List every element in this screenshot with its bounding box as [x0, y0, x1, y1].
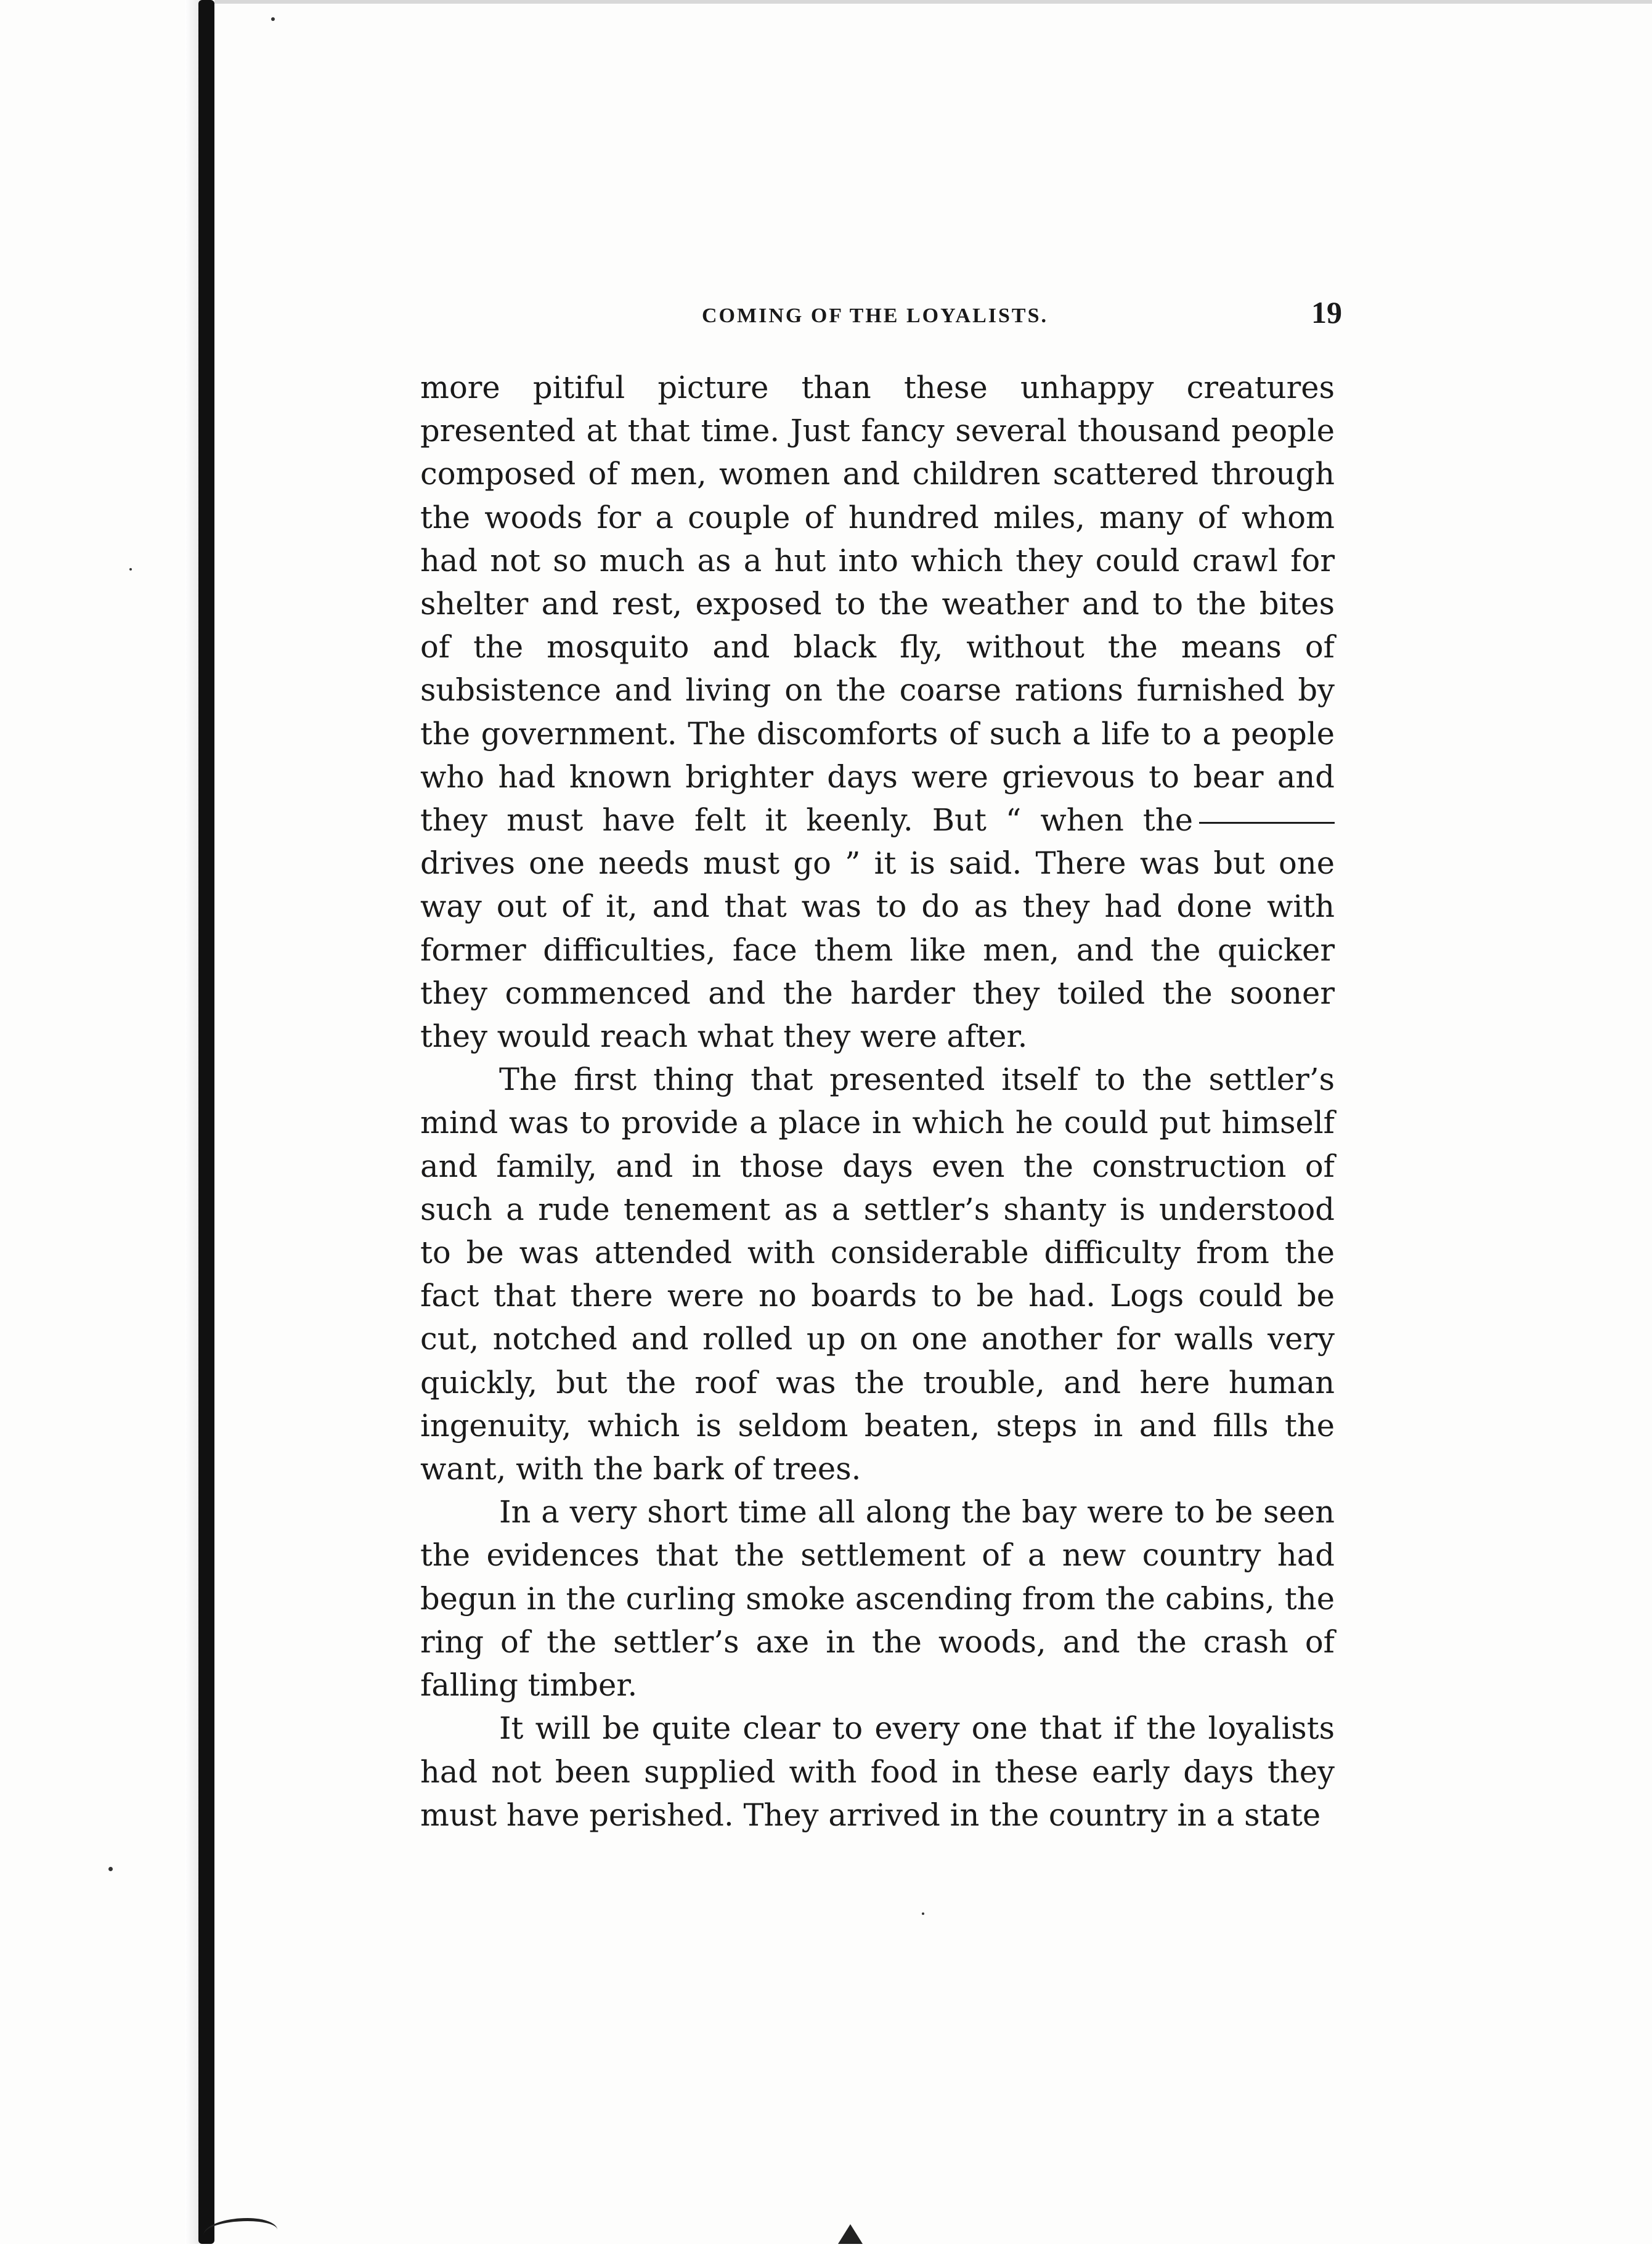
binding-shadow: [185, 0, 200, 2244]
paragraph-food: [420, 1707, 1335, 1837]
paragraph-text: In a very short time all along the bay were to be seen the evidences that the settlement of a new country had begun in the curling smoke ascending from the cabins, the ring of the settler’s axe in the woods, and the crash of falling timber.: [420, 1494, 1335, 1704]
scan-artifact-mark: [838, 2224, 863, 2244]
body-text: [420, 366, 1335, 1837]
binding-edge: [198, 0, 214, 2244]
running-head: COMING OF THE LOYALISTS.: [702, 304, 1048, 327]
paper-speck: [129, 568, 132, 571]
paragraph-continued: [420, 366, 1335, 1058]
page-number: 19: [1311, 295, 1342, 330]
paper-speck: [108, 1867, 113, 1871]
paragraph-shanty: [420, 1058, 1335, 1490]
paper-speck: [922, 1912, 924, 1915]
paragraph-text: The first thing that presented itself to the settler’s mind was to provide a place in which he could put himself and family, and in those days even the construction of such a rude tenement as a settler’s shanty is understood to be was attended with considerable difficulty from the fact that there were no boards to be had. Logs could be cut, notched and rolled up on one another for walls very quickly, but the roof was the trouble, and here human ingenuity, which is seldom beaten, steps in and fills the want, with the bark of trees.: [420, 1062, 1335, 1487]
paragraph-text-continued: drives one needs must go ” it is said. There was but one way out of it, and that was to do as they had done with former difficulties, face them like men, and the quicker they commenced and the harder they toiled the sooner they would reach what they were after.: [420, 845, 1335, 1055]
top-edge-shadow: [214, 0, 1652, 4]
paragraph-settlement: [420, 1490, 1335, 1707]
paragraph-text: more pitiful picture than these unhappy creatures presented at that time. Just fancy several thousand people composed of men, women and children scattered through the woods for a couple of hundred miles, many of whom had not so much as a hut into which they could crawl for shelter and rest, exposed to the weather and to the bites of the mosquito and black fly, without the means of subsistence and living on the coarse rations furnished by the government. The discomforts of such a life to a people who had known brighter days were grievous to bear and they must have felt it keenly. But “ when the: [420, 370, 1335, 839]
omitted-word-dash: [1199, 822, 1335, 824]
paper-speck: [271, 17, 275, 21]
paragraph-text: It will be quite clear to every one that if the loyalists had not been supplied with food in these early days they must have perished. They arrived in the country in a state: [420, 1710, 1335, 1833]
scan-artifact: [203, 2218, 277, 2247]
